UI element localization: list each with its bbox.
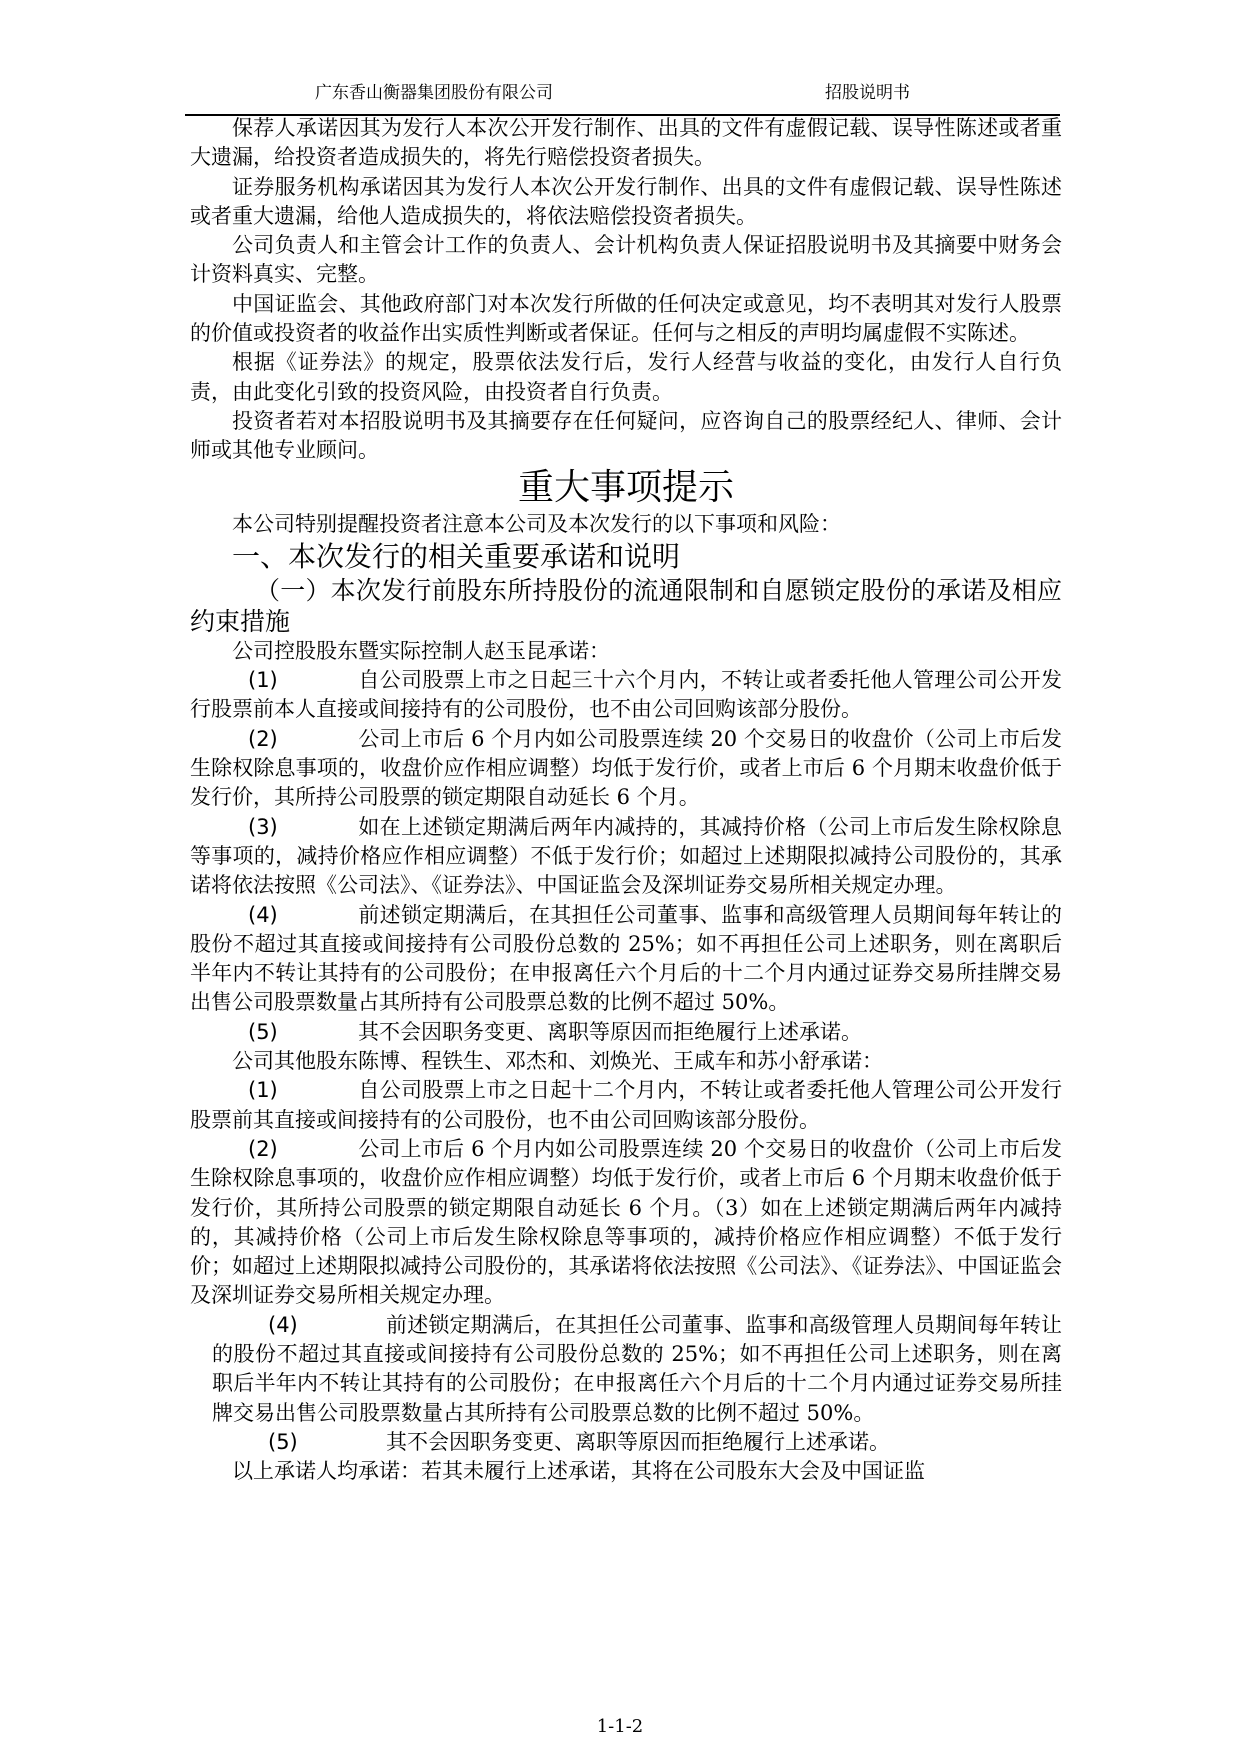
list-item [190, 901, 1062, 1018]
page-header [185, 74, 1060, 116]
list-item [190, 1018, 1062, 1047]
heading-level-2: （一）本次发行前股东所持股份的流通限制和自愿锁定股份的承诺及相应约束措施 [190, 575, 1062, 636]
item-number: (1) [248, 1078, 278, 1103]
header-company-name: 广东香山衡器集团股份有限公司 [315, 83, 553, 103]
section-title: 重大事项提示 [517, 466, 734, 508]
item-number: (2) [248, 1136, 278, 1161]
header-document-type: 招股说明书 [825, 83, 910, 103]
item-number: (4) [268, 1312, 298, 1337]
list-item [190, 813, 1062, 901]
paragraph-csrc-disclaimer: 中国证监会、其他政府部门对本次发行所做的任何决定或意见，均不表明其对发行人股票的价值或投资者的收益作出实质性判断或者保证。任何与之相反的声明均属虚假不实陈述。 [190, 291, 1062, 346]
item-number: (5) [268, 1429, 298, 1454]
item-number: (2) [248, 726, 278, 751]
item-number: (4) [248, 902, 278, 927]
item-text: 前述锁定期满后，在其担任公司董事、监事和高级管理人员期间每年转让的股份不超过其直接或间接持有公司股份总数的 25%；如不再担任公司上述职务，则在离职后半年内不转让其持有的公司股份；在申报离任六个月后的十二个月内通过证券交易所挂牌交易出售公司股票数量占其所持有公司股票总数的比例不超过 50%。 [212, 1312, 1062, 1425]
item-text: 其不会因职务变更、离职等原因而拒绝履行上述承诺。 [358, 1019, 862, 1044]
document-body [190, 114, 1062, 1486]
item-text: 自公司股票上市之日起十二个月内，不转让或者委托他人管理公司公开发行股票前其直接或间接持有的公司股份，也不由公司回购该部分股份。 [190, 1078, 1062, 1132]
heading-level-1: 一、本次发行的相关重要承诺和说明 [232, 539, 681, 573]
paragraph-investor-advice: 投资者若对本招股说明书及其摘要存在任何疑问，应咨询自己的股票经纪人、律师、会计师或其他专业顾问。 [190, 408, 1062, 463]
list-item [190, 1076, 1062, 1135]
closing-paragraph: 以上承诺人均承诺：若其未履行上述承诺，其将在公司股东大会及中国证监 [232, 1459, 925, 1484]
item-text: 前述锁定期满后，在其担任公司董事、监事和高级管理人员期间每年转让的股份不超过其直接或间接持有公司股份总数的 25%；如不再担任公司上述职务，则在离职后半年内不转让其持有的公司股份；在申报离任六个月后的十二个月内通过证券交易所挂牌交易出售公司股票数量占其所持有公司股票总数的比例不超过 50%。 [190, 902, 1062, 1015]
item-text: 其不会因职务变更、离职等原因而拒绝履行上述承诺。 [386, 1429, 890, 1454]
paragraph-service-agency-commitment: 证券服务机构承诺因其为发行人本次公开发行制作、出具的文件有虚假记载、误导性陈述或者重大遗漏，给他人造成损失的，将依法赔偿投资者损失。 [190, 174, 1062, 228]
list-item [190, 725, 1062, 813]
page-number: 1-1-2 [596, 1716, 644, 1737]
paragraph-sponsor-commitment: 保荐人承诺因其为发行人本次公开发行制作、出具的文件有虚假记载、误导性陈述或者重大遗漏，给投资者造成损失的，将先行赔偿投资者损失。 [190, 116, 1062, 170]
group1-lead: 公司控股股东暨实际控制人赵玉昆承诺： [232, 638, 610, 663]
paragraph-accounting-guarantee: 公司负责人和主管会计工作的负责人、会计机构负责人保证招股说明书及其摘要中财务会计资料真实、完整。 [190, 233, 1062, 287]
list-item [190, 1135, 1062, 1311]
paragraph-securities-law: 根据《证券法》的规定，股票依法发行后，发行人经营与收益的变化，由发行人自行负责，由此变化引致的投资风险，由投资者自行负责。 [190, 350, 1062, 404]
section-intro: 本公司特别提醒投资者注意本公司及本次发行的以下事项和风险： [232, 511, 841, 536]
item-number: (3) [248, 814, 278, 839]
item-text: 公司上市后 6 个月内如公司股票连续 20 个交易日的收盘价（公司上市后发生除权除息事项的，收盘价应作相应调整）均低于发行价，或者上市后 6 个月期末收盘价低于发行价，其所持公司股票的锁定期限自动延长 6 个月。（3）如在上述锁定期满后两年内减持的，其减持价格（公司上市后发生除权除息等事项的，减持价格应作相应调整）不低于发行价；如超过上述期限拟减持公司股份的，其承诺将依法按照《公司法》、《证券法》、中国证监会及深圳证券交易所相关规定办理。 [190, 1136, 1062, 1308]
list-item [190, 666, 1062, 725]
item-text: 如在上述锁定期满后两年内减持的，其减持价格（公司上市后发生除权除息等事项的，减持价格应作相应调整）不低于发行价；如超过上述期限拟减持公司股份的，其承诺将依法按照《公司法》、《证券法》、中国证监会及深圳证券交易所相关规定办理。 [190, 814, 1062, 898]
item-number: (5) [248, 1019, 278, 1044]
list-item [190, 1311, 1062, 1428]
list-item [190, 1428, 1062, 1457]
item-text: 自公司股票上市之日起三十六个月内，不转让或者委托他人管理公司公开发行股票前本人直接或间接持有的公司股份，也不由公司回购该部分股份。 [190, 668, 1062, 722]
group2-lead: 公司其他股东陈博、程铁生、邓杰和、刘焕光、王咸车和苏小舒承诺： [232, 1049, 883, 1074]
item-text: 公司上市后 6 个月内如公司股票连续 20 个交易日的收盘价（公司上市后发生除权除息事项的，收盘价应作相应调整）均低于发行价，或者上市后 6 个月期末收盘价低于发行价，其所持公司股票的锁定期限自动延长 6 个月。 [190, 726, 1062, 810]
item-number: (1) [248, 668, 278, 693]
